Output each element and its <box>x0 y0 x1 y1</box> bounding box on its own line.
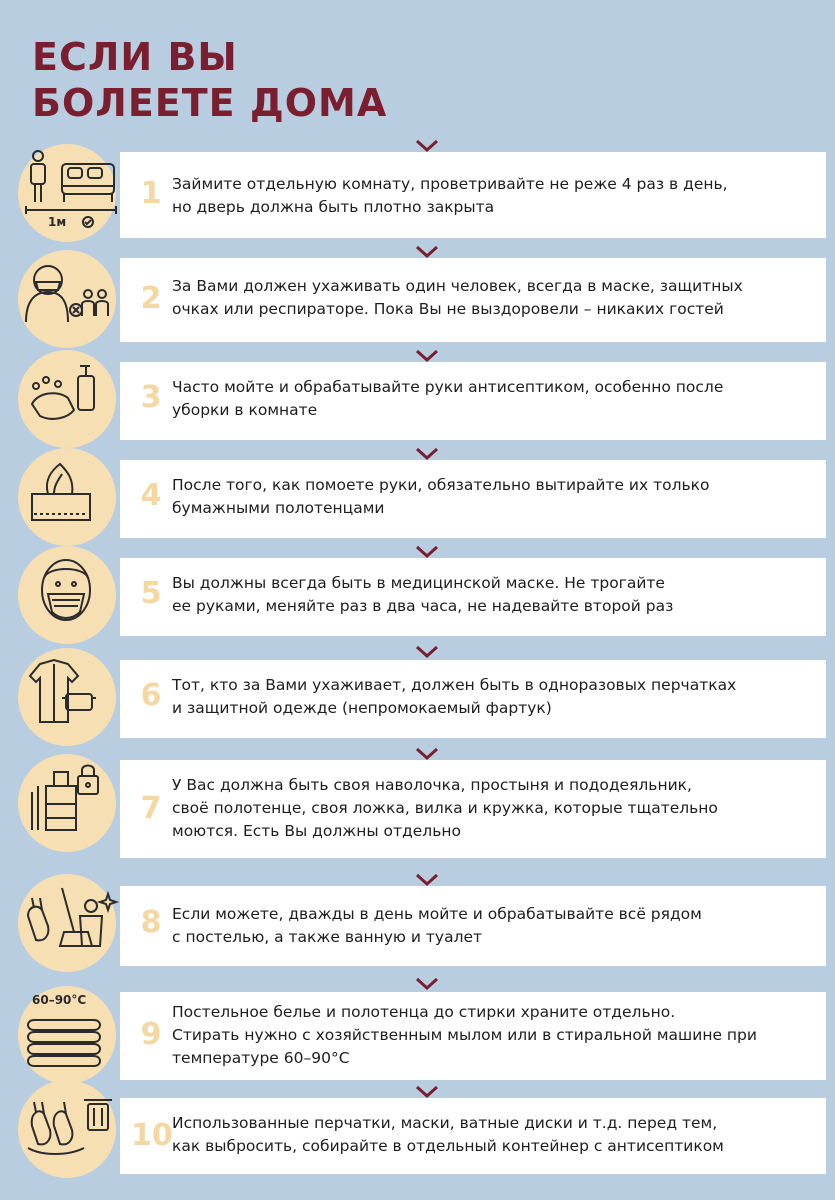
temperature-badge: 60–90°C <box>32 993 87 1007</box>
item-text: Использованные перчатки, маски, ватные диски и т.д. перед тем, как выбросить, собирайте в отдельный контейнер с антисептиком <box>172 1114 724 1155</box>
item-number: 10 <box>131 1118 173 1153</box>
item-number: 9 <box>140 1017 162 1052</box>
list-item <box>18 992 826 1080</box>
chevron-down-icon <box>413 746 441 762</box>
list-item <box>18 258 826 342</box>
item-number: 6 <box>140 678 162 713</box>
item-number: 8 <box>140 905 162 940</box>
cleaning-supplies-icon <box>18 876 128 976</box>
page-title <box>32 34 387 126</box>
personal-items-lock-icon <box>18 756 128 856</box>
folded-towels-icon <box>18 988 128 1088</box>
list-item <box>18 558 826 636</box>
chevron-down-icon <box>413 348 441 364</box>
chevron-down-icon <box>413 644 441 660</box>
item-text: Займите отдельную комнату, проветривайте не реже 4 раз в день, но дверь должна быть плотно закрыта <box>172 175 728 216</box>
list-item <box>18 362 826 440</box>
item-text: После того, как помоете руки, обязательно вытирайте их только бумажными полотенцами <box>172 476 710 517</box>
item-text: У Вас должна быть своя наволочка, простыня и пододеяльник, своё полотенце, своя ложка, вилка и кружка, которые тщательно моются. Есть Вы должны отдельно <box>172 776 718 840</box>
masked-person-no-guests-icon <box>18 252 128 352</box>
item-number: 7 <box>140 791 162 826</box>
item-number: 3 <box>140 380 162 415</box>
list-item <box>18 1098 826 1174</box>
chevron-down-icon <box>413 1084 441 1100</box>
gloves-trash-icon <box>18 1082 128 1182</box>
item-number: 2 <box>140 281 162 316</box>
list-item <box>18 760 826 858</box>
distance-badge: 1м <box>48 215 67 229</box>
protective-gown-icon <box>18 650 128 750</box>
chevron-down-icon <box>413 872 441 888</box>
chevron-down-icon <box>413 244 441 260</box>
item-number: 1 <box>140 176 162 211</box>
list-item <box>18 460 826 538</box>
list-item <box>18 660 826 738</box>
item-text: За Вами должен ухаживать один человек, всегда в маске, защитных очках или респираторе. Пока Вы не выздоровели – никаких гостей <box>172 277 743 318</box>
hand-wash-sanitizer-icon <box>18 352 128 452</box>
item-text: Постельное белье и полотенца до стирки храните отдельно. Стирать нужно с хозяйственным мылом или в стиральной машине при температуре 60–90°C <box>172 1003 757 1067</box>
person-bed-icon <box>18 146 128 246</box>
face-mask-icon <box>18 548 128 648</box>
list-item <box>18 152 826 238</box>
item-number: 5 <box>140 576 162 611</box>
item-text: Часто мойте и обрабатывайте руки антисептиком, особенно после уборки в комнате <box>172 378 724 419</box>
item-number: 4 <box>140 478 162 513</box>
title-line-2: БОЛЕЕТЕ ДОМА <box>32 81 388 125</box>
title-line-1: ЕСЛИ ВЫ <box>32 35 238 79</box>
item-text: Тот, кто за Вами ухаживает, должен быть в одноразовых перчатках и защитной одежде (непромокаемый фартук) <box>172 676 737 717</box>
list-item <box>18 886 826 966</box>
chevron-down-icon <box>413 976 441 992</box>
paper-towel-box-icon <box>18 450 128 550</box>
item-text: Если можете, дважды в день мойте и обрабатывайте всё рядом с постелью, а также ванную и туалет <box>172 905 702 946</box>
chevron-down-icon <box>413 544 441 560</box>
item-text: Вы должны всегда быть в медицинской маске. Не трогайте ее руками, меняйте раз в два часа, не надевайте второй раз <box>172 574 674 615</box>
chevron-down-icon <box>413 138 441 154</box>
chevron-down-icon <box>413 446 441 462</box>
